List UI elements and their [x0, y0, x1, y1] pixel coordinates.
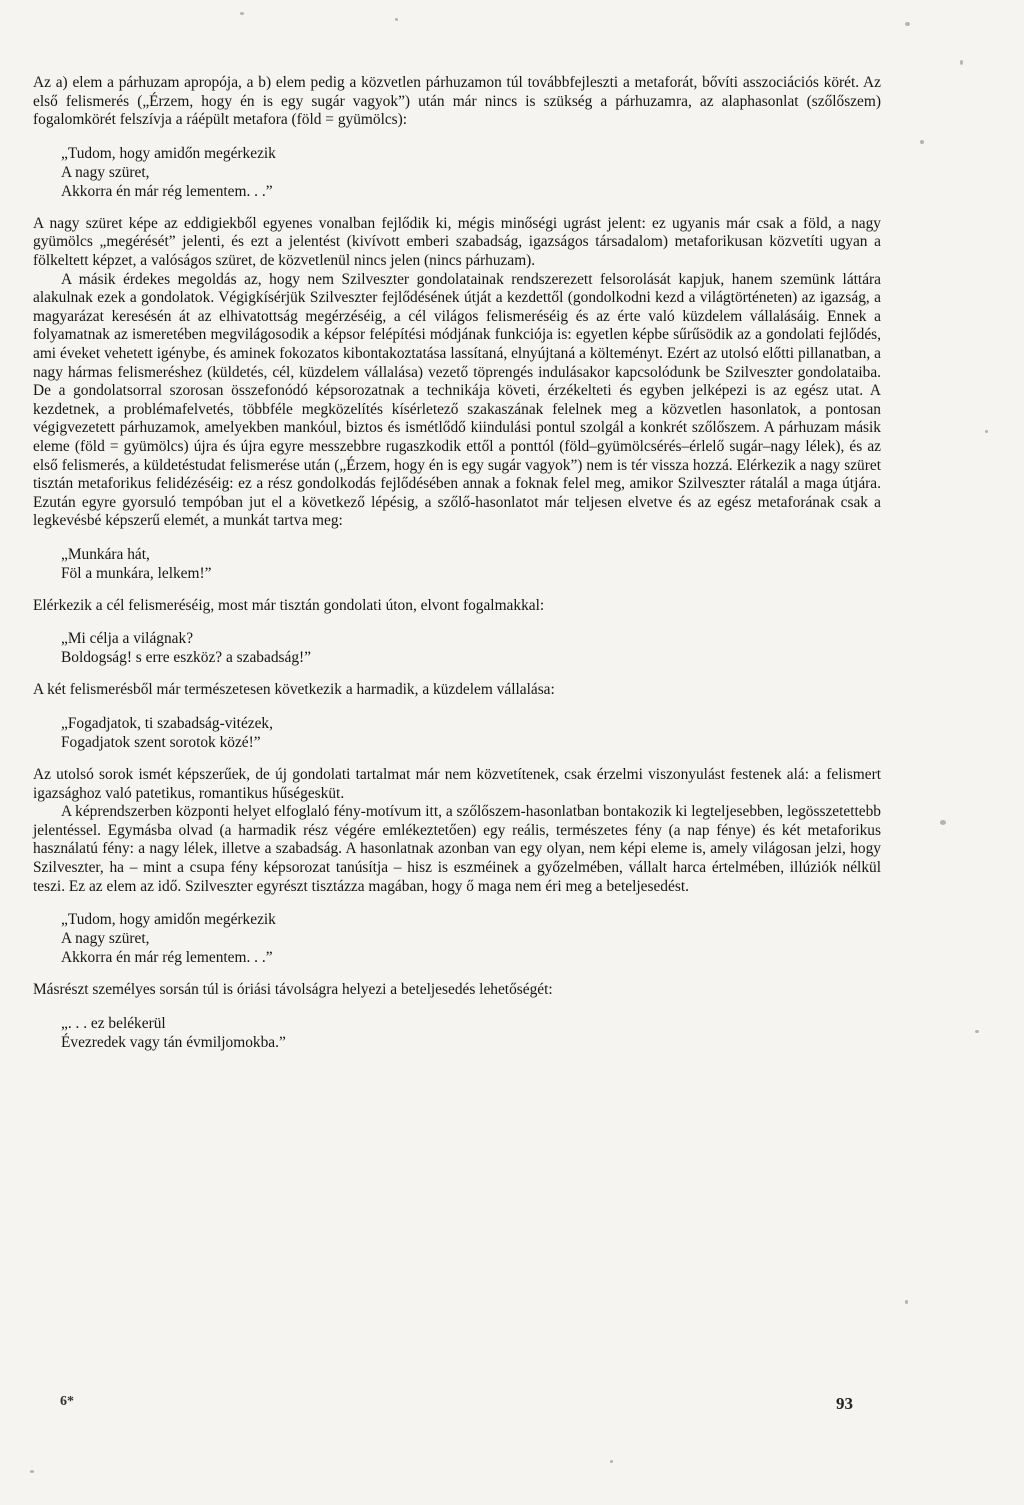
- paragraph: Az utolsó sorok ismét képszerűek, de új gondolati tartalmat már nem közvetítenek, csak érzelmi viszonyulást festenek alá: a felismert igazsághoz való patetikus, romantikus hűségesküt.: [33, 766, 881, 802]
- quote-block: [61, 910, 881, 967]
- scan-speck: [395, 18, 398, 21]
- body-text: [33, 74, 881, 1066]
- quote-block: [61, 1014, 881, 1052]
- quote-line: „. . . ez belékerül: [61, 1014, 166, 1032]
- quote-block: [61, 629, 881, 667]
- quote-line: „Tudom, hogy amidőn megérkezik: [61, 144, 276, 162]
- quote-line: A nagy szüret,: [61, 163, 150, 181]
- scan-speck: [985, 430, 988, 433]
- quote-line: Akkorra én már rég lementem. . .”: [61, 949, 273, 967]
- quote-line: „Mi célja a világnak?: [61, 630, 194, 648]
- quote-line: „Munkára hát,: [61, 545, 150, 563]
- quote-line: „Fogadjatok, ti szabadság-vitézek,: [61, 715, 273, 733]
- scan-speck: [975, 1030, 979, 1033]
- quote-line: A nagy szüret,: [61, 930, 150, 948]
- quote-line: Boldogság! s erre eszköz? a szabadság!”: [61, 649, 311, 667]
- paragraph: Az a) elem a párhuzam apropója, a b) elem pedig a közvetlen párhuzamon túl továbbfejleszti a metaforát, bővíti asszociációs körét. Az első felismerés („Érzem, hogy én is egy sugár vagyok”) után már nincs is szükség a párhuzamra, az alaphasonlat (szőlőszem) fogalomkörét felszívja a ráépült metafora (föld = gyümölcs):: [33, 74, 881, 129]
- scan-speck: [920, 140, 924, 144]
- paragraph: Elérkezik a cél felismeréséig, most már tisztán gondolati úton, elvont fogalmakkal:: [33, 596, 545, 614]
- paragraph: A nagy szüret képe az eddigiekből egyenes vonalban fejlődik ki, mégis minőségi ugrást jelent: ez ugyanis már csak a föld, a nagy gyümölcs „megérését” jelenti, és ezt a jelentést (kivívott emberi szabadság, igazságos társadalom) metaforikusan közvetíti ugyan a fölkeltett képzet, a valóságos szüret, de közvetlenül nincs jelen (nincs párhuzam).: [33, 214, 881, 269]
- paragraph: A két felismerésből már természetesen következik a harmadik, a küzdelem vállalása:: [33, 681, 555, 699]
- quote-block: [61, 545, 881, 583]
- scan-speck: [30, 1470, 34, 1473]
- scan-speck: [905, 22, 910, 26]
- paragraph: A másik érdekes megoldás az, hogy nem Szilveszter gondolatainak rendszerezett felsorolását kapjuk, hanem szemünk láttára alakulnak ezek a gondolatok. Végigkísérjük Szilveszter fejlődésének útját a kezdettől (gondolkodni kezd a világtörténeten) az igazság, a magyarázat keresésén át az elhivatottság megérzéséig, a cél világos felismeréséig és az érte való küzdelem vállalásáig. Ennek a folyamatnak az ismeretében megvilágosodik a képsor felépítési módjának funkciója is: egyetlen képbe sűrűsödik az a gondolati fejlődés, ami éveket vehetett igénybe, és aminek fokozatos kibontakoztatása lassítaná, elnyújtaná a költeményt. Ezért az utolsó előtti pillanatban, a nagy hármas felismeréshez (küldetés, cél, küzdelem vállalása) vezető töprengés indulásakor kapcsolódunk be Szilveszter gondolataiba. De a gondolatsorral szorosan összefonódó képsorozatnak a technikája követi, érzékelteti és egyben jelképezi is az egész utat. A kezdetnek, a problémafelvetés, többféle megközelítés kísérletező szakaszának felelnek meg a közvetlen hasonlatok, a pontosan végigvezetett párhuzamok, amelyekben mankóul, biztos és ismétlődő kiindulási pontul szolgál a konkrét szőlőszem. A párhuzam másik eleme (föld = gyümölcs) újra és újra egyre messzebbre rugaszkodik ettől a ponttól (föld–gyümölcsérés–érlelő sugár–nagy lélek), és az első felismerés, a küldetéstudat felismerése után („Érzem, hogy én is egy sugár vagyok”) nem is tér vissza hozzá. Elérkezik a nagy szüret tisztán metaforikus felidézéséig: ez a rész gondolkodás fejlődésében annak a foknak felel meg, amikor Szilveszter rátalál a maga útjára. Ezután egyre gyorsuló tempóban jut el a következő lépésig, a szőlő-hasonlatot már teljesen elvetve és az egész metaforának csak a legkevésbé képszerű elemét, a munkát tartva meg:: [33, 270, 881, 530]
- quote-line: „Tudom, hogy amidőn megérkezik: [61, 911, 276, 929]
- scan-speck: [960, 60, 963, 65]
- scan-speck: [240, 12, 244, 15]
- scan-speck: [905, 1300, 908, 1304]
- scan-speck: [610, 1460, 613, 1463]
- quote-line: Föl a munkára, lelkem!”: [61, 564, 212, 582]
- paragraph: A képrendszerben központi helyet elfoglaló fény-motívum itt, a szőlőszem-hasonlatban bontakozik ki legteljesebben, legösszetettebb jelentéssel. Egymásba olvad (a harmadik rész végére emlékeztetően) egy reális, természetes fény (a nap fénye) és két metaforikus használatú fény: a nagy lélek, illetve a szabadság. A hasonlatnak azonban van egy olyan, nem képi eleme is, amely világosan jelzi, hogy Szilveszter, ha – mint a csupa fény képsorozat tanúsítja – hisz is eszméinek a győzelmében, vállalt harca értelmében, illúziók nélkül teszi. Ez az elem az idő. Szilveszter egyrészt tisztázza magában, hogy ő maga nem éri meg a beteljesedést.: [33, 803, 881, 895]
- paragraph: Másrészt személyes sorsán túl is óriási távolságra helyezi a beteljesedés lehetőségét:: [33, 981, 553, 999]
- quote-block: [61, 714, 881, 752]
- quote-line: Évezredek vagy tán évmiljomokba.”: [61, 1033, 286, 1051]
- scan-speck: [940, 820, 946, 825]
- quote-line: Fogadjatok szent sorotok közé!”: [61, 734, 261, 752]
- quote-line: Akkorra én már rég lementem. . .”: [61, 182, 273, 200]
- quote-block: [61, 144, 881, 201]
- signature-mark: 6*: [60, 1394, 74, 1409]
- page-number: 93: [836, 1394, 853, 1413]
